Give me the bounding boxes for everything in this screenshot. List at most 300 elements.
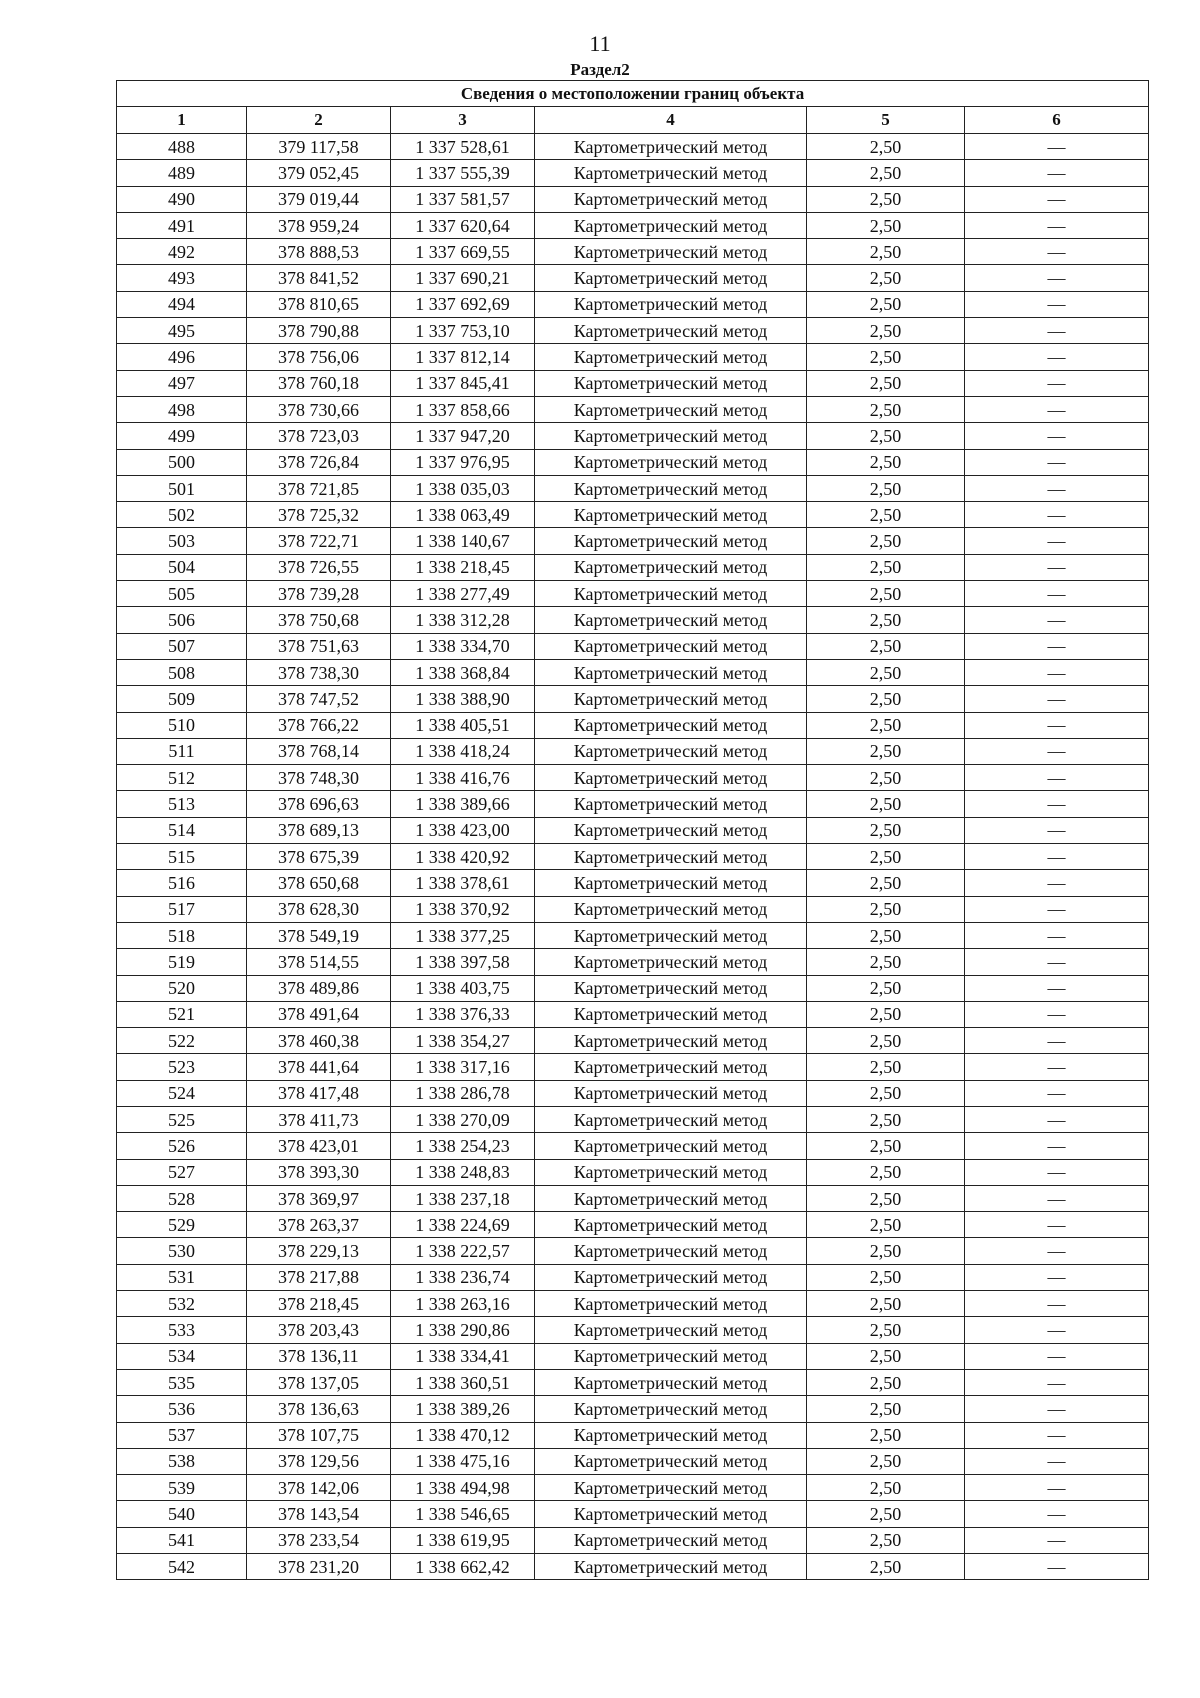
y-coordinate-cell: 1 338 263,16 [391, 1291, 535, 1317]
x-coordinate-cell: 378 730,66 [247, 396, 391, 422]
method-cell: Картометрический метод [535, 554, 807, 580]
accuracy-cell: 2,50 [807, 1133, 965, 1159]
point-number-cell: 495 [117, 318, 247, 344]
accuracy-cell: 2,50 [807, 659, 965, 685]
method-cell: Картометрический метод [535, 896, 807, 922]
method-cell: Картометрический метод [535, 949, 807, 975]
x-coordinate-cell: 378 107,75 [247, 1422, 391, 1448]
y-coordinate-cell: 1 338 370,92 [391, 896, 535, 922]
x-coordinate-cell: 378 766,22 [247, 712, 391, 738]
point-number-cell: 525 [117, 1106, 247, 1132]
table-row [117, 659, 1149, 685]
table-row [117, 1475, 1149, 1501]
table-caption: Сведения о местоположении границ объекта [117, 81, 1149, 107]
x-coordinate-cell: 378 233,54 [247, 1527, 391, 1553]
point-number-cell: 513 [117, 791, 247, 817]
table-row [117, 738, 1149, 764]
table-row [117, 870, 1149, 896]
description-cell: — [965, 1185, 1149, 1211]
method-cell: Картометрический метод [535, 134, 807, 160]
x-coordinate-cell: 379 052,45 [247, 160, 391, 186]
point-number-cell: 488 [117, 134, 247, 160]
description-cell: — [965, 581, 1149, 607]
table-row [117, 344, 1149, 370]
description-cell: — [965, 1527, 1149, 1553]
y-coordinate-cell: 1 337 528,61 [391, 134, 535, 160]
accuracy-cell: 2,50 [807, 370, 965, 396]
accuracy-cell: 2,50 [807, 212, 965, 238]
accuracy-cell: 2,50 [807, 949, 965, 975]
method-cell: Картометрический метод [535, 765, 807, 791]
description-cell: — [965, 370, 1149, 396]
description-cell: — [965, 817, 1149, 843]
section-title: Раздел2 [570, 60, 630, 79]
point-number-cell: 502 [117, 502, 247, 528]
description-cell: — [965, 712, 1149, 738]
x-coordinate-cell: 378 263,37 [247, 1212, 391, 1238]
accuracy-cell: 2,50 [807, 1264, 965, 1290]
method-cell: Картометрический метод [535, 791, 807, 817]
description-cell: — [965, 291, 1149, 317]
table-row [117, 396, 1149, 422]
column-header: 3 [391, 107, 535, 134]
point-number-cell: 532 [117, 1291, 247, 1317]
method-cell: Картометрический метод [535, 239, 807, 265]
description-cell: — [965, 1054, 1149, 1080]
y-coordinate-cell: 1 338 286,78 [391, 1080, 535, 1106]
y-coordinate-cell: 1 338 224,69 [391, 1212, 535, 1238]
x-coordinate-cell: 378 549,19 [247, 922, 391, 948]
accuracy-cell: 2,50 [807, 554, 965, 580]
table-row [117, 134, 1149, 160]
x-coordinate-cell: 378 739,28 [247, 581, 391, 607]
x-coordinate-cell: 378 218,45 [247, 1291, 391, 1317]
y-coordinate-cell: 1 337 690,21 [391, 265, 535, 291]
description-cell: — [965, 765, 1149, 791]
point-number-cell: 510 [117, 712, 247, 738]
accuracy-cell: 2,50 [807, 291, 965, 317]
y-coordinate-cell: 1 338 290,86 [391, 1317, 535, 1343]
method-cell: Картометрический метод [535, 1448, 807, 1474]
y-coordinate-cell: 1 338 254,23 [391, 1133, 535, 1159]
y-coordinate-cell: 1 338 418,24 [391, 738, 535, 764]
table-row [117, 1159, 1149, 1185]
point-number-cell: 518 [117, 922, 247, 948]
x-coordinate-cell: 378 217,88 [247, 1264, 391, 1290]
table-row [117, 712, 1149, 738]
description-cell: — [965, 554, 1149, 580]
accuracy-cell: 2,50 [807, 1291, 965, 1317]
y-coordinate-cell: 1 338 334,41 [391, 1343, 535, 1369]
x-coordinate-cell: 378 136,11 [247, 1343, 391, 1369]
point-number-cell: 538 [117, 1448, 247, 1474]
method-cell: Картометрический метод [535, 1264, 807, 1290]
y-coordinate-cell: 1 337 620,64 [391, 212, 535, 238]
table-row [117, 186, 1149, 212]
point-number-cell: 536 [117, 1396, 247, 1422]
accuracy-cell: 2,50 [807, 1028, 965, 1054]
method-cell: Картометрический метод [535, 1369, 807, 1395]
description-cell: — [965, 475, 1149, 501]
accuracy-cell: 2,50 [807, 712, 965, 738]
point-number-cell: 503 [117, 528, 247, 554]
y-coordinate-cell: 1 338 389,66 [391, 791, 535, 817]
table-row [117, 1554, 1149, 1580]
y-coordinate-cell: 1 337 858,66 [391, 396, 535, 422]
table-row [117, 1369, 1149, 1395]
table-row [117, 633, 1149, 659]
accuracy-cell: 2,50 [807, 844, 965, 870]
y-coordinate-cell: 1 337 555,39 [391, 160, 535, 186]
description-cell: — [965, 1396, 1149, 1422]
y-coordinate-cell: 1 338 218,45 [391, 554, 535, 580]
accuracy-cell: 2,50 [807, 686, 965, 712]
x-coordinate-cell: 378 725,32 [247, 502, 391, 528]
accuracy-cell: 2,50 [807, 870, 965, 896]
accuracy-cell: 2,50 [807, 975, 965, 1001]
x-coordinate-cell: 378 747,52 [247, 686, 391, 712]
point-number-cell: 508 [117, 659, 247, 685]
method-cell: Картометрический метод [535, 528, 807, 554]
y-coordinate-cell: 1 338 378,61 [391, 870, 535, 896]
point-number-cell: 526 [117, 1133, 247, 1159]
point-number-cell: 497 [117, 370, 247, 396]
x-coordinate-cell: 378 369,97 [247, 1185, 391, 1211]
y-coordinate-cell: 1 338 420,92 [391, 844, 535, 870]
description-cell: — [965, 1501, 1149, 1527]
accuracy-cell: 2,50 [807, 1212, 965, 1238]
y-coordinate-cell: 1 338 662,42 [391, 1554, 535, 1580]
y-coordinate-cell: 1 337 845,41 [391, 370, 535, 396]
point-number-cell: 496 [117, 344, 247, 370]
column-header: 5 [807, 107, 965, 134]
x-coordinate-cell: 378 231,20 [247, 1554, 391, 1580]
y-coordinate-cell: 1 337 692,69 [391, 291, 535, 317]
x-coordinate-cell: 378 721,85 [247, 475, 391, 501]
method-cell: Картометрический метод [535, 1080, 807, 1106]
accuracy-cell: 2,50 [807, 396, 965, 422]
description-cell: — [965, 659, 1149, 685]
point-number-cell: 528 [117, 1185, 247, 1211]
description-cell: — [965, 1001, 1149, 1027]
accuracy-cell: 2,50 [807, 265, 965, 291]
description-cell: — [965, 1475, 1149, 1501]
table-row [117, 265, 1149, 291]
method-cell: Картометрический метод [535, 1185, 807, 1211]
x-coordinate-cell: 378 489,86 [247, 975, 391, 1001]
point-number-cell: 492 [117, 239, 247, 265]
method-cell: Картометрический метод [535, 396, 807, 422]
table-row [117, 1238, 1149, 1264]
x-coordinate-cell: 378 726,55 [247, 554, 391, 580]
x-coordinate-cell: 378 810,65 [247, 291, 391, 317]
x-coordinate-cell: 378 136,63 [247, 1396, 391, 1422]
point-number-cell: 517 [117, 896, 247, 922]
table-header-row [117, 107, 1149, 134]
description-cell: — [965, 1291, 1149, 1317]
x-coordinate-cell: 378 689,13 [247, 817, 391, 843]
x-coordinate-cell: 378 137,05 [247, 1369, 391, 1395]
point-number-cell: 529 [117, 1212, 247, 1238]
x-coordinate-cell: 378 722,71 [247, 528, 391, 554]
point-number-cell: 531 [117, 1264, 247, 1290]
description-cell: — [965, 1106, 1149, 1132]
table-row [117, 291, 1149, 317]
y-coordinate-cell: 1 338 376,33 [391, 1001, 535, 1027]
table-row [117, 1080, 1149, 1106]
x-coordinate-cell: 378 423,01 [247, 1133, 391, 1159]
accuracy-cell: 2,50 [807, 1475, 965, 1501]
point-number-cell: 524 [117, 1080, 247, 1106]
y-coordinate-cell: 1 338 423,00 [391, 817, 535, 843]
x-coordinate-cell: 378 460,38 [247, 1028, 391, 1054]
description-cell: — [965, 1343, 1149, 1369]
point-number-cell: 516 [117, 870, 247, 896]
y-coordinate-cell: 1 338 277,49 [391, 581, 535, 607]
description-cell: — [965, 1369, 1149, 1395]
x-coordinate-cell: 378 768,14 [247, 738, 391, 764]
y-coordinate-cell: 1 338 377,25 [391, 922, 535, 948]
description-cell: — [965, 791, 1149, 817]
description-cell: — [965, 1264, 1149, 1290]
column-header: 2 [247, 107, 391, 134]
table-row [117, 817, 1149, 843]
method-cell: Картометрический метод [535, 1317, 807, 1343]
accuracy-cell: 2,50 [807, 344, 965, 370]
description-cell: — [965, 738, 1149, 764]
description-cell: — [965, 1317, 1149, 1343]
point-number-cell: 500 [117, 449, 247, 475]
table-row [117, 1422, 1149, 1448]
method-cell: Картометрический метод [535, 1159, 807, 1185]
x-coordinate-cell: 378 514,55 [247, 949, 391, 975]
table-row [117, 554, 1149, 580]
y-coordinate-cell: 1 338 619,95 [391, 1527, 535, 1553]
y-coordinate-cell: 1 337 812,14 [391, 344, 535, 370]
accuracy-cell: 2,50 [807, 738, 965, 764]
column-header: 4 [535, 107, 807, 134]
x-coordinate-cell: 378 723,03 [247, 423, 391, 449]
table-row [117, 449, 1149, 475]
page-number: 11 [589, 31, 611, 56]
boundary-coordinates-table [116, 80, 1149, 1580]
method-cell: Картометрический метод [535, 370, 807, 396]
table-row [117, 1396, 1149, 1422]
x-coordinate-cell: 378 203,43 [247, 1317, 391, 1343]
method-cell: Картометрический метод [535, 160, 807, 186]
y-coordinate-cell: 1 337 581,57 [391, 186, 535, 212]
method-cell: Картометрический метод [535, 475, 807, 501]
description-cell: — [965, 160, 1149, 186]
y-coordinate-cell: 1 338 334,70 [391, 633, 535, 659]
description-cell: — [965, 528, 1149, 554]
y-coordinate-cell: 1 338 222,57 [391, 1238, 535, 1264]
x-coordinate-cell: 378 760,18 [247, 370, 391, 396]
point-number-cell: 520 [117, 975, 247, 1001]
x-coordinate-cell: 378 696,63 [247, 791, 391, 817]
description-cell: — [965, 1554, 1149, 1580]
accuracy-cell: 2,50 [807, 318, 965, 344]
description-cell: — [965, 265, 1149, 291]
description-cell: — [965, 344, 1149, 370]
y-coordinate-cell: 1 338 063,49 [391, 502, 535, 528]
method-cell: Картометрический метод [535, 607, 807, 633]
method-cell: Картометрический метод [535, 1106, 807, 1132]
x-coordinate-cell: 378 738,30 [247, 659, 391, 685]
y-coordinate-cell: 1 337 753,10 [391, 318, 535, 344]
point-number-cell: 507 [117, 633, 247, 659]
description-cell: — [965, 949, 1149, 975]
y-coordinate-cell: 1 338 360,51 [391, 1369, 535, 1395]
x-coordinate-cell: 378 143,54 [247, 1501, 391, 1527]
method-cell: Картометрический метод [535, 1238, 807, 1264]
table-row [117, 1001, 1149, 1027]
method-cell: Картометрический метод [535, 423, 807, 449]
y-coordinate-cell: 1 338 236,74 [391, 1264, 535, 1290]
method-cell: Картометрический метод [535, 1343, 807, 1369]
method-cell: Картометрический метод [535, 1396, 807, 1422]
accuracy-cell: 2,50 [807, 186, 965, 212]
method-cell: Картометрический метод [535, 712, 807, 738]
table-row [117, 1264, 1149, 1290]
method-cell: Картометрический метод [535, 1475, 807, 1501]
accuracy-cell: 2,50 [807, 1317, 965, 1343]
method-cell: Картометрический метод [535, 344, 807, 370]
accuracy-cell: 2,50 [807, 922, 965, 948]
method-cell: Картометрический метод [535, 922, 807, 948]
y-coordinate-cell: 1 338 546,65 [391, 1501, 535, 1527]
point-number-cell: 535 [117, 1369, 247, 1395]
point-number-cell: 542 [117, 1554, 247, 1580]
accuracy-cell: 2,50 [807, 581, 965, 607]
method-cell: Картометрический метод [535, 212, 807, 238]
description-cell: — [965, 1159, 1149, 1185]
point-number-cell: 523 [117, 1054, 247, 1080]
accuracy-cell: 2,50 [807, 1054, 965, 1080]
accuracy-cell: 2,50 [807, 502, 965, 528]
y-coordinate-cell: 1 338 248,83 [391, 1159, 535, 1185]
accuracy-cell: 2,50 [807, 896, 965, 922]
point-number-cell: 519 [117, 949, 247, 975]
table-row [117, 423, 1149, 449]
method-cell: Картометрический метод [535, 1554, 807, 1580]
table-row [117, 1501, 1149, 1527]
table-row [117, 1106, 1149, 1132]
x-coordinate-cell: 378 756,06 [247, 344, 391, 370]
table-row [117, 1054, 1149, 1080]
point-number-cell: 515 [117, 844, 247, 870]
method-cell: Картометрический метод [535, 659, 807, 685]
description-cell: — [965, 607, 1149, 633]
description-cell: — [965, 1448, 1149, 1474]
point-number-cell: 493 [117, 265, 247, 291]
description-cell: — [965, 922, 1149, 948]
description-cell: — [965, 975, 1149, 1001]
method-cell: Картометрический метод [535, 291, 807, 317]
point-number-cell: 514 [117, 817, 247, 843]
table-row [117, 1028, 1149, 1054]
point-number-cell: 504 [117, 554, 247, 580]
x-coordinate-cell: 378 888,53 [247, 239, 391, 265]
accuracy-cell: 2,50 [807, 423, 965, 449]
method-cell: Картометрический метод [535, 581, 807, 607]
description-cell: — [965, 870, 1149, 896]
y-coordinate-cell: 1 338 354,27 [391, 1028, 535, 1054]
point-number-cell: 498 [117, 396, 247, 422]
table-row [117, 607, 1149, 633]
description-cell: — [965, 1133, 1149, 1159]
accuracy-cell: 2,50 [807, 1448, 965, 1474]
table-row [117, 1317, 1149, 1343]
point-number-cell: 505 [117, 581, 247, 607]
x-coordinate-cell: 378 748,30 [247, 765, 391, 791]
table-row [117, 212, 1149, 238]
x-coordinate-cell: 378 417,48 [247, 1080, 391, 1106]
description-cell: — [965, 396, 1149, 422]
table-caption-row [117, 81, 1149, 107]
x-coordinate-cell: 378 628,30 [247, 896, 391, 922]
method-cell: Картометрический метод [535, 1133, 807, 1159]
table-row [117, 581, 1149, 607]
point-number-cell: 491 [117, 212, 247, 238]
table-row [117, 1212, 1149, 1238]
point-number-cell: 533 [117, 1317, 247, 1343]
point-number-cell: 527 [117, 1159, 247, 1185]
x-coordinate-cell: 378 229,13 [247, 1238, 391, 1264]
method-cell: Картометрический метод [535, 738, 807, 764]
description-cell: — [965, 1080, 1149, 1106]
x-coordinate-cell: 379 019,44 [247, 186, 391, 212]
table-row [117, 1448, 1149, 1474]
y-coordinate-cell: 1 338 312,28 [391, 607, 535, 633]
table-row [117, 791, 1149, 817]
point-number-cell: 521 [117, 1001, 247, 1027]
table-row [117, 318, 1149, 344]
y-coordinate-cell: 1 338 237,18 [391, 1185, 535, 1211]
method-cell: Картометрический метод [535, 817, 807, 843]
y-coordinate-cell: 1 338 470,12 [391, 1422, 535, 1448]
x-coordinate-cell: 378 491,64 [247, 1001, 391, 1027]
x-coordinate-cell: 378 750,68 [247, 607, 391, 633]
accuracy-cell: 2,50 [807, 1422, 965, 1448]
accuracy-cell: 2,50 [807, 1527, 965, 1553]
accuracy-cell: 2,50 [807, 1159, 965, 1185]
accuracy-cell: 2,50 [807, 791, 965, 817]
x-coordinate-cell: 378 790,88 [247, 318, 391, 344]
point-number-cell: 539 [117, 1475, 247, 1501]
y-coordinate-cell: 1 338 140,67 [391, 528, 535, 554]
table-row [117, 1291, 1149, 1317]
y-coordinate-cell: 1 337 976,95 [391, 449, 535, 475]
accuracy-cell: 2,50 [807, 1554, 965, 1580]
accuracy-cell: 2,50 [807, 475, 965, 501]
description-cell: — [965, 134, 1149, 160]
point-number-cell: 509 [117, 686, 247, 712]
point-number-cell: 540 [117, 1501, 247, 1527]
x-coordinate-cell: 378 441,64 [247, 1054, 391, 1080]
x-coordinate-cell: 378 650,68 [247, 870, 391, 896]
table-row [117, 239, 1149, 265]
point-number-cell: 512 [117, 765, 247, 791]
table-row [117, 1185, 1149, 1211]
accuracy-cell: 2,50 [807, 1106, 965, 1132]
x-coordinate-cell: 378 675,39 [247, 844, 391, 870]
table-row [117, 370, 1149, 396]
method-cell: Картометрический метод [535, 844, 807, 870]
y-coordinate-cell: 1 337 947,20 [391, 423, 535, 449]
table-row [117, 1343, 1149, 1369]
description-cell: — [965, 449, 1149, 475]
